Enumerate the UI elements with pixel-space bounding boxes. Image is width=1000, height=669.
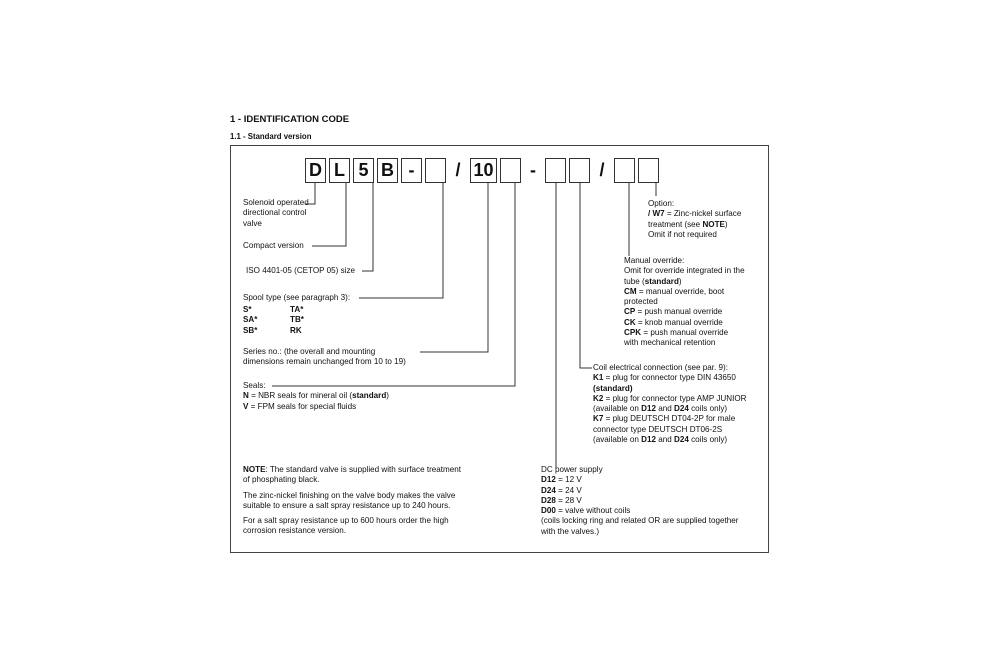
code-cell-slash-2: / <box>593 158 611 183</box>
option-block: Option: / W7 = Zinc-nickel surface treatment (see NOTE) Omit if not required <box>648 199 742 239</box>
manual-override-block: Manual override: Omit for override integrated in the tube (standard) CM = manual override, boot protected CP = push manual override CK = knob manual override CPK = push manual override with mechanical retention <box>624 256 745 348</box>
leader-line-series <box>420 183 488 352</box>
section-heading: 1 - IDENTIFICATION CODE <box>230 114 350 125</box>
spool-codes-col2: TA* TB* RK <box>290 305 304 335</box>
leader-line-compact <box>312 183 346 246</box>
section-subheading: 1.1 - Standard version <box>230 132 312 141</box>
code-cell-d: D <box>305 158 326 183</box>
code-cell-b: B <box>377 158 398 183</box>
code-cell-series: 10 <box>470 158 497 183</box>
leader-line-coil <box>580 183 592 368</box>
spool-codes-col1: S* SA* SB* <box>243 305 258 335</box>
code-cell-slash-1: / <box>449 158 467 183</box>
label-iso-size: ISO 4401-05 (CETOP 05) size <box>246 266 356 275</box>
code-cell-dash-2: - <box>524 158 542 183</box>
leader-line-iso <box>362 183 373 271</box>
note-block: NOTE: The standard valve is supplied with surface treatment of phosphating black. The zinc-nickel finishing on the valve body makes the valve suitable to ensure a salt spray resistance up to 240 hours. For a salt spray resistance up to 600 hours order the high corrosion resistance version. <box>243 465 462 536</box>
label-series: Series no.: (the overall and mounting dimensions remain unchanged from 10 to 19) <box>243 347 406 367</box>
leader-line-spool <box>359 183 443 298</box>
code-cell-5: 5 <box>353 158 374 183</box>
label-solenoid: Solenoid operated directional control valve <box>243 198 309 228</box>
label-compact: Compact version <box>243 241 304 250</box>
label-seals: Seals: N = NBR seals for mineral oil (standard) V = FPM seals for special fluids <box>243 381 389 411</box>
power-supply-block: DC power supply D12 = 12 V D24 = 24 V D28 = 28 V D00 = valve without coils (coils locking ring and related OR are supplied together with the valves.) <box>541 465 739 536</box>
coil-connection-block: Coil electrical connection (see par. 9): K1 = plug for connector type DIN 43650 (standard) K2 = plug for connector type AMP JUNIOR (available on D12 and D24 coils only) K7 = plug DEUTSCH DT04-2P for male connector type DEUTSCH DT06-2S (available on D12 and D24 coils only) <box>593 363 747 445</box>
code-cell-dash-1: - <box>401 158 422 183</box>
label-spool-title: Spool type (see paragraph 3): <box>243 293 351 302</box>
code-cell-l: L <box>329 158 350 183</box>
